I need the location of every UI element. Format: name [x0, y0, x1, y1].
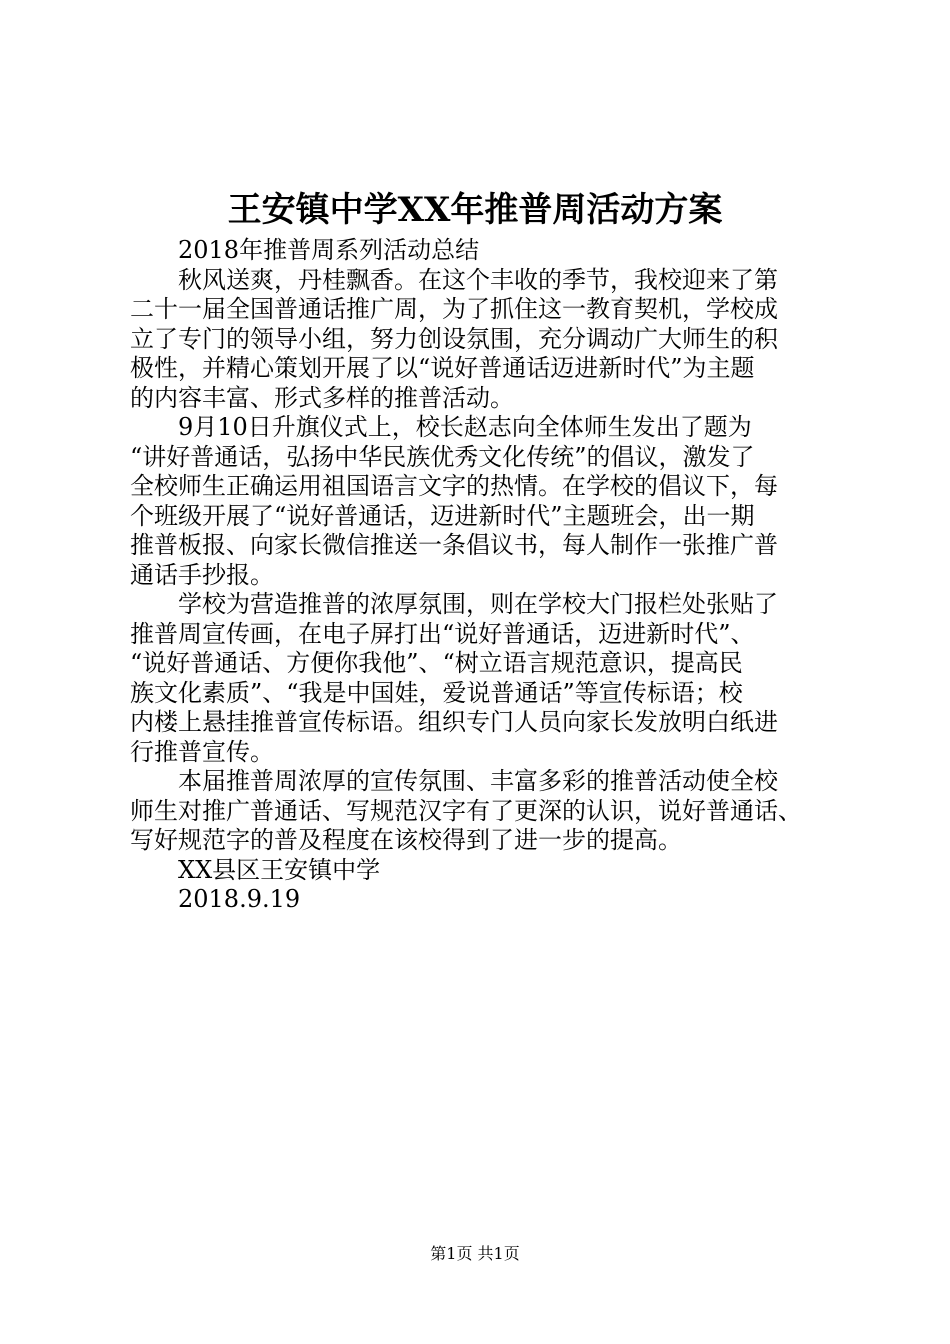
- paragraph2-line: “讲好普通话，弘扬中华民族优秀文化传统”的倡议，激发了: [130, 442, 755, 471]
- signature: XX县区王安镇中学: [178, 855, 381, 884]
- paragraph3-line: 学校为营造推普的浓厚氛围，则在学校大门报栏处张贴了: [178, 590, 778, 618]
- page-footer: 第1页 共1页: [430, 1244, 520, 1263]
- document-title: 王安镇中学XX年推普周活动方案: [227, 190, 723, 230]
- paragraph1-line: 的内容丰富、形式多样的推普活动。: [130, 383, 514, 412]
- paragraph1-line: 立了专门的领导小组，努力创设氛围，充分调动广大师生的积: [130, 324, 778, 353]
- paragraph2-line: 9月10日升旗仪式上，校长赵志向全体师生发出了题为: [178, 413, 752, 441]
- paragraph4-line: 本届推普周浓厚的宣传氛围、丰富多彩的推普活动使全校: [178, 767, 778, 795]
- paragraph2-line: 推普板报、向家长微信推送一条倡议书，每人制作一张推广普: [130, 531, 778, 559]
- paragraph3-line: 内楼上悬挂推普宣传标语。组织专门人员向家长发放明白纸进: [130, 708, 778, 736]
- document-date: 2018.9.19: [178, 885, 301, 913]
- paragraph2-line: 全校师生正确运用祖国语言文字的热情。在学校的倡议下，每: [130, 472, 778, 500]
- paragraph4-line: 写好规范字的普及程度在该校得到了进一步的提高。: [130, 826, 682, 854]
- paragraph1-line: 二十一届全国普通话推广周，为了抓住这一教育契机，学校成: [130, 295, 778, 323]
- paragraph3-line: 族文化素质”、“我是中国娃，爱说普通话”等宣传标语；校: [130, 678, 743, 707]
- paragraph2-line: 通话手抄报。: [130, 560, 274, 589]
- paragraph1-line: 极性，并精心策划开展了以“说好普通话迈进新时代”为主题: [130, 354, 755, 382]
- paragraph3-line: “说好普通话、方便你我他”、“树立语言规范意识，提高民: [130, 649, 743, 677]
- document-body: [130, 236, 830, 915]
- subtitle-line: 2018年推普周系列活动总结: [178, 236, 480, 264]
- paragraph1-line: 秋风送爽，丹桂飘香。在这个丰收的季节，我校迎来了第: [178, 265, 778, 294]
- paragraph2-line: 个班级开展了“说好普通话，迈进新时代”主题班会，出一期: [130, 501, 755, 530]
- paragraph3-line: 推普周宣传画，在电子屏打出“说好普通话，迈进新时代”、: [130, 619, 755, 648]
- paragraph4-line: 师生对推广普通话、写规范汉字有了更深的认识，说好普通话、: [130, 796, 802, 825]
- paragraph3-line: 行推普宣传。: [130, 737, 274, 766]
